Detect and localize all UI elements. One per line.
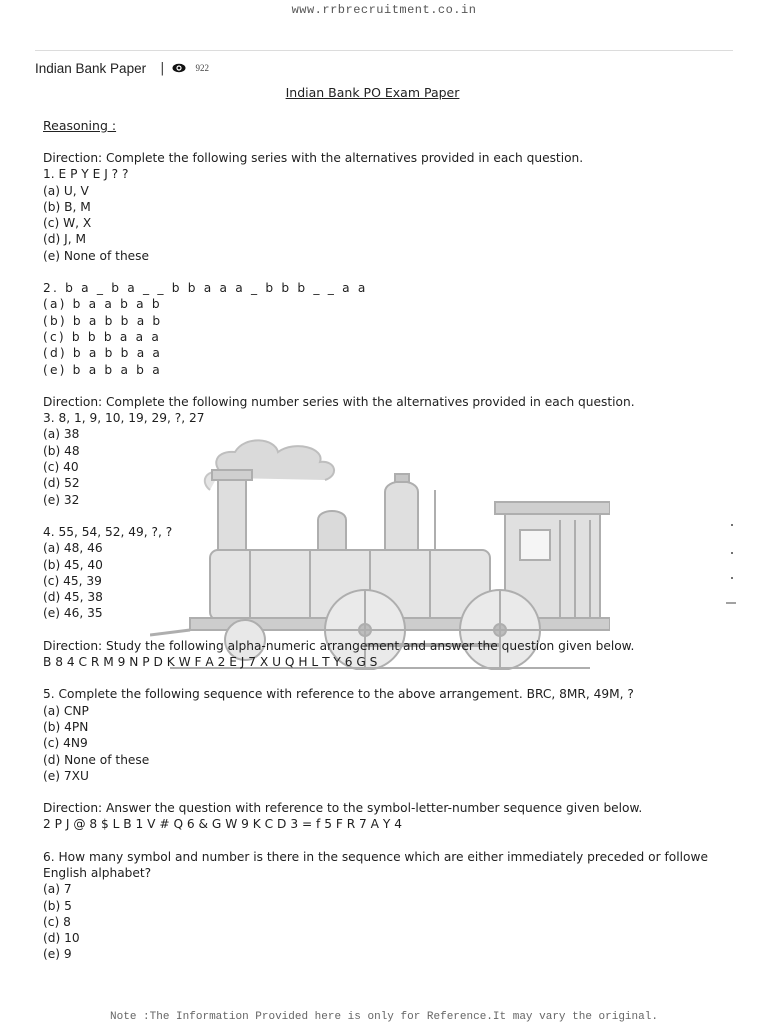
question-block-5 (43, 686, 743, 784)
option-e: (e) 32 (43, 492, 80, 507)
direction-text: Direction: Study the following alpha-numeric arrangement and answer the question given below. (43, 638, 635, 653)
option-d: (d) 10 (43, 931, 80, 946)
direction-text: Direction: Complete the following series with the alternatives provided in each question. (43, 151, 584, 165)
direction-text: Direction: Answer the question with reference to the symbol-letter-number sequence given below. (43, 801, 643, 816)
option-b: (b) 4PN (43, 719, 89, 734)
option-b: (b) 45, 40 (43, 557, 103, 572)
option-d: (d) J, M (43, 232, 86, 247)
option-a: (a) 7 (43, 882, 72, 897)
option-d: (d) 52 (43, 476, 80, 491)
option-c: (c) 4N9 (43, 736, 88, 751)
option-b: (b) 48 (43, 443, 80, 458)
question-line: 1. E P Y E J ? ? (43, 167, 129, 182)
option-c: (c) b b b a a a (43, 329, 162, 344)
option-e: (e) 9 (43, 947, 72, 962)
question-line-continued: English alphabet? (43, 865, 152, 880)
document-category-title: Indian Bank Paper (35, 60, 147, 76)
question-block-3 (43, 394, 743, 508)
symbol-sequence-block (43, 800, 743, 833)
question-line: 5. Complete the following sequence with reference to the above arrangement. BRC, 8MR, 49M, ? (43, 687, 634, 702)
option-e: (e) b a b a b a (43, 362, 162, 377)
section-heading: Reasoning : (43, 118, 117, 133)
question-block-4 (43, 524, 743, 622)
option-d: (d) 45, 38 (43, 590, 103, 605)
option-e: (e) None of these (43, 248, 150, 263)
option-e: (e) 7XU (43, 768, 89, 783)
header-separator: | (160, 60, 165, 76)
header-divider (35, 50, 733, 51)
arrangement-block (43, 638, 743, 671)
option-c: (c) 40 (43, 460, 79, 475)
paper-title: Indian Bank PO Exam Paper (285, 85, 460, 100)
option-d: (d) b a b b a a (43, 346, 163, 361)
option-a: (a) 48, 46 (43, 541, 103, 556)
option-d: (d) None of these (43, 752, 150, 767)
direction-text: Direction: Complete the following number series with the alternatives provided in each question. (43, 394, 635, 409)
option-a: (a) b a a b a b (43, 297, 162, 312)
site-url[interactable]: www.rrbrecruitment.co.in (291, 3, 477, 17)
option-c: (c) 45, 39 (43, 573, 102, 588)
view-count: 922 (195, 63, 209, 73)
question-block-6 (43, 849, 743, 963)
option-b: (b) b a b b a b (43, 313, 163, 328)
option-a: (a) 38 (43, 427, 80, 442)
footer-note: Note :The Information Provided here is only for Reference.It may vary the original. (110, 1011, 658, 1023)
option-c: (c) W, X (43, 216, 92, 231)
question-line: 2. b a _ b a _ _ b b a a a _ b b b _ _ a a (43, 281, 368, 296)
option-a: (a) CNP (43, 703, 89, 718)
option-e: (e) 46, 35 (43, 606, 103, 621)
option-b: (b) B, M (43, 199, 91, 214)
question-line: 4. 55, 54, 52, 49, ?, ? (43, 524, 173, 539)
question-block-1 (43, 150, 743, 264)
document-header (35, 58, 209, 78)
question-block-2 (43, 280, 743, 378)
arrangement-sequence: B 8 4 C R M 9 N P D K W F A 2 E J 7 X U Q H L T Y 6 G S (43, 655, 378, 670)
option-b: (b) 5 (43, 898, 72, 913)
option-a: (a) U, V (43, 183, 89, 198)
question-line: 6. How many symbol and number is there in the sequence which are either immediately preceded or followe (43, 849, 708, 864)
option-c: (c) 8 (43, 914, 71, 929)
eye-icon (172, 63, 186, 73)
symbol-sequence: 2 P J @ 8 $ L B 1 V # Q 6 & G W 9 K C D 3 = f 5 F R 7 A Y 4 (43, 817, 402, 832)
question-content (43, 150, 743, 979)
question-line: 3. 8, 1, 9, 10, 19, 29, ?, 27 (43, 411, 205, 426)
